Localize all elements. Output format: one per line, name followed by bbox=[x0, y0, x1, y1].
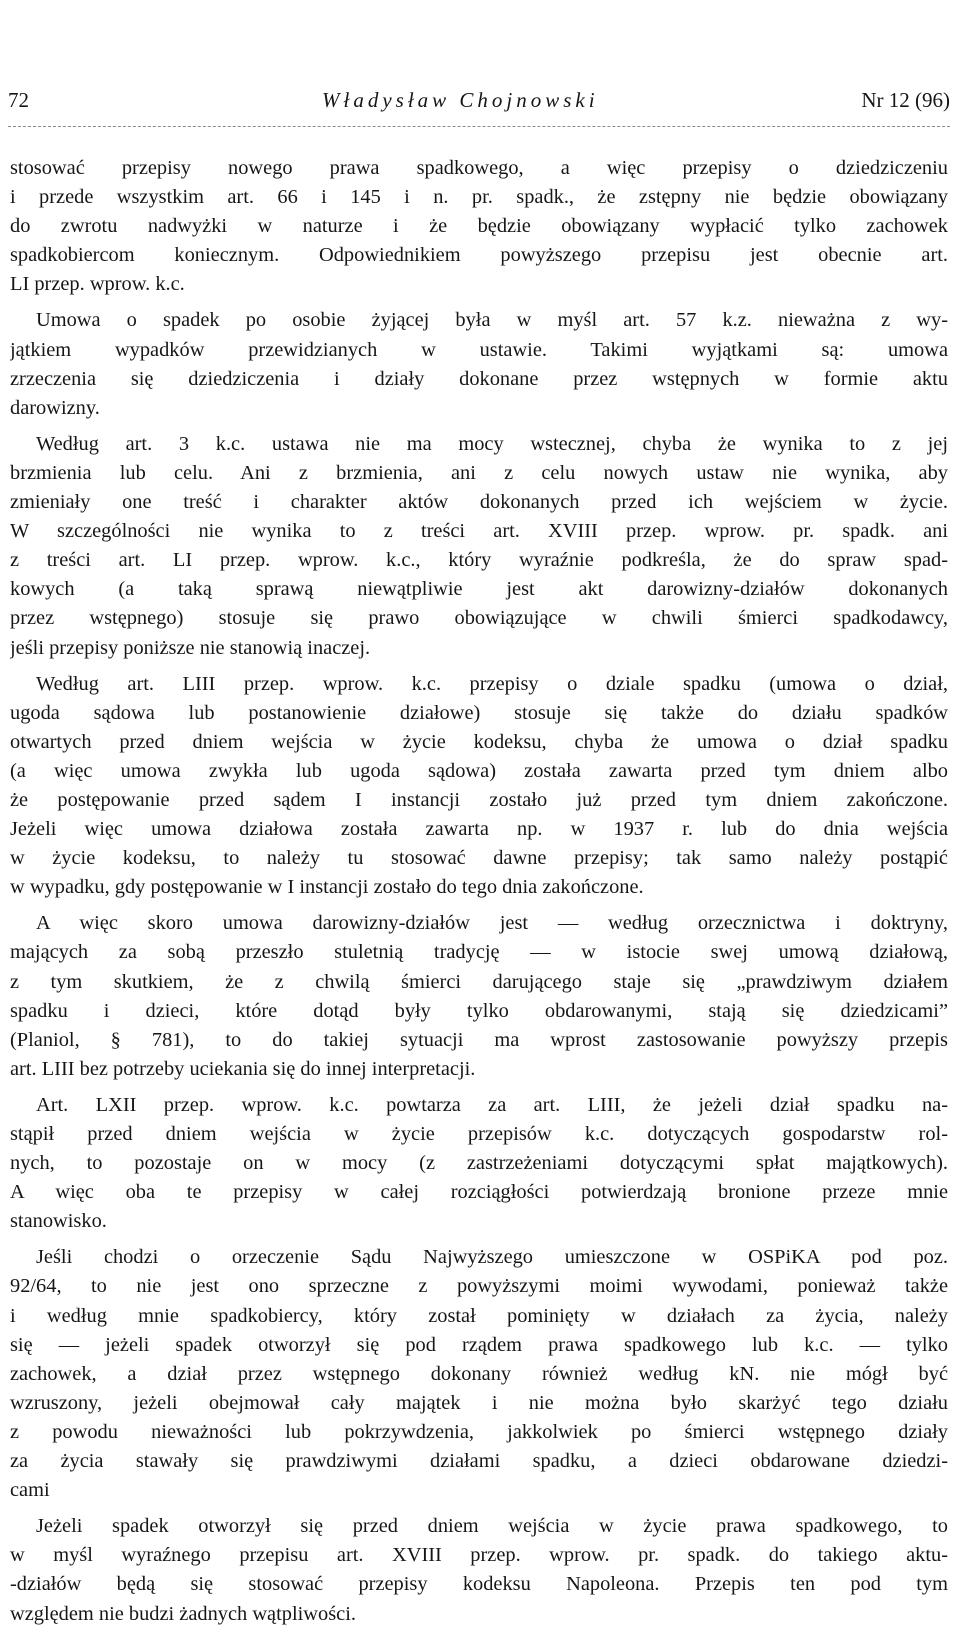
paragraph-first-line: Art. LXII przep. wprow. k.c. powtarza za art. LIII, że jeżeli dział spadku na- bbox=[36, 1093, 948, 1116]
paragraph-line: LI przep. wprow. k.c. bbox=[10, 273, 185, 296]
paragraph-line: kowych (a taką sprawą niewątpliwie jest akt darowizny-działów dokonanych bbox=[10, 578, 948, 601]
paragraph-line: (a więc umowa zwykła lub ugoda sądowa) została zawarta przed tym dniem albo bbox=[10, 759, 948, 782]
paragraph-line: z treści art. LI przep. wprow. k.c., który wyraźnie podkreśla, że do spraw spad- bbox=[10, 549, 948, 572]
paragraph-first-line: stosować przepisy nowego prawa spadkowego, a więc przepisy o dziedziczeniu bbox=[10, 157, 948, 179]
paragraph-line: zmieniały one treść i charakter aktów dokonanych przed ich wejściem w życie. bbox=[10, 491, 948, 514]
paragraph-line: w życie kodeksu, to należy tu stosować dawne przepisy; tak samo należy postąpić bbox=[10, 847, 948, 870]
paragraph-line: wzruszony, jeżeli obejmował cały majątek i nie można było skarżyć tego działu bbox=[10, 1391, 948, 1414]
paragraph-line: spadku i dzieci, które dotąd były tylko obdarowanymi, stają się dziedzicami” bbox=[10, 999, 948, 1022]
paragraph-line: się — jeżeli spadek otworzył się pod rządem prawa spadkowego lub k.c. — tylko bbox=[10, 1333, 948, 1356]
paragraph-line: w myśl wyraźnego przepisu art. XVIII przep. wprow. pr. spadk. do takiego aktu- bbox=[10, 1544, 948, 1567]
paragraph-line: -działów będą się stosować przepisy kodeksu Napoleona. Przepis ten pod tym bbox=[10, 1573, 948, 1596]
paragraph-line: A więc oba te przepisy w całej rozciągłości potwierdzają bronione przeze mnie bbox=[10, 1181, 948, 1204]
paragraph-first-line: Jeśli chodzi o orzeczenie Sądu Najwyższego umieszczone w OSPiKA pod poz. bbox=[36, 1246, 948, 1269]
paragraph-line: 92/64, to nie jest ono sprzeczne z powyższymi moimi wywodami, ponieważ także bbox=[10, 1275, 948, 1298]
paragraph-line: w wypadku, gdy postępowanie w I instancji zostało do tego dnia zakończone. bbox=[10, 876, 644, 899]
paragraph-first-line: A więc skoro umowa darowizny-działów jest — według orzecznictwa i doktryny, bbox=[36, 912, 948, 935]
paragraph-line: że postępowanie przed sądem I instancji zostało już przed tym dniem zakończone. bbox=[10, 788, 948, 811]
paragraph-line: otwartych przed dniem wejścia w życie kodeksu, chyba że umowa o dział spadku bbox=[10, 730, 948, 753]
running-header bbox=[8, 88, 952, 120]
paragraph-line: zachowek, a dział przez wstępnego dokonany również według kN. nie mógł być bbox=[10, 1362, 948, 1385]
header-rule bbox=[8, 126, 950, 127]
paragraph-line: przez wstępnego) stosuje się prawo obowiązujące w chwili śmierci spadkodawcy, bbox=[10, 607, 948, 630]
paragraph-line: nych, to pozostaje on w mocy (z zastrzeżeniami dotyczącymi spłat majątkowych). bbox=[10, 1152, 948, 1175]
paragraph-line: względem nie budzi żadnych wątpliwości. bbox=[10, 1602, 356, 1625]
paragraph-first-line: Umowa o spadek po osobie żyjącej była w myśl art. 57 k.z. nieważna z wy- bbox=[36, 309, 948, 332]
paragraph-line: art. LIII bez potrzeby uciekania się do innej interpretacji. bbox=[10, 1057, 476, 1080]
paragraph-line: Jeżeli więc umowa działowa została zawarta np. w 1937 r. lub do dnia wejścia bbox=[10, 818, 948, 841]
paragraph-line: cami bbox=[10, 1479, 50, 1502]
paragraph-line: darowizny. bbox=[10, 396, 100, 419]
paragraph-line: do zwrotu nadwyżki w naturze i że będzie obowiązany wypłacić tylko zachowek bbox=[10, 215, 948, 238]
paragraph-line: i przede wszystkim art. 66 i 145 i n. pr. spadk., że zstępny nie będzie obowiązany bbox=[10, 186, 948, 209]
paragraph-first-line: Jeżeli spadek otworzył się przed dniem wejścia w życie prawa spadkowego, to bbox=[36, 1515, 948, 1538]
paragraph-line: za życia stawały się prawdziwymi działami spadku, a dzieci obdarowane dziedzi- bbox=[10, 1450, 948, 1473]
paragraph-line: i według mnie spadkobiercy, który został pominięty w działach za życia, należy bbox=[10, 1304, 948, 1327]
paragraph-line: stanowisko. bbox=[10, 1210, 107, 1233]
paragraph-line: jątkiem wypadków przewidzianych w ustawie. Takimi wyjątkami są: umowa bbox=[10, 338, 948, 361]
paragraph-line: z tym skutkiem, że z chwilą śmierci darującego staje się „prawdziwym działem bbox=[10, 970, 948, 993]
article-body bbox=[10, 154, 948, 1629]
paragraph-line: W szczególności nie wynika to z treści art. XVIII przep. wprow. pr. spadk. ani bbox=[10, 520, 948, 543]
paragraph-first-line: Według art. LIII przep. wprow. k.c. przepisy o dziale spadku (umowa o dział, bbox=[36, 672, 948, 695]
paragraph-line: ugoda sądowa lub postanowienie działowe) stosuje się także do działu spadków bbox=[10, 701, 948, 724]
paragraph-first-line: Według art. 3 k.c. ustawa nie ma mocy wstecznej, chyba że wynika to z jej bbox=[36, 432, 948, 455]
paragraph-line: spadkobiercom koniecznym. Odpowiednikiem powyższego przepisu jest obecnie art. bbox=[10, 244, 948, 267]
paragraph-line: brzmienia lub celu. Ani z brzmienia, ani z celu nowych ustaw nie wynika, aby bbox=[10, 461, 948, 484]
paragraph-line: zrzeczenia się dziedziczenia i działy dokonane przez wstępnych w formie aktu bbox=[10, 367, 948, 390]
paragraph-line: (Planiol, § 781), to do takiej sytuacji ma wprost zastosowanie powyższy przepis bbox=[10, 1028, 948, 1051]
paragraph-line: mających za sobą przeszło stuletnią tradycję — w istocie swej umową działową, bbox=[10, 941, 948, 964]
running-author: Władysław Chojnowski bbox=[322, 88, 599, 112]
paragraph-line: z powodu nieważności lub pokrzywdzenia, jakkolwiek po śmierci wstępnego działy bbox=[10, 1420, 948, 1443]
paragraph-line: jeśli przepisy poniższe nie stanowią inaczej. bbox=[10, 636, 371, 659]
issue-number: Nr 12 (96) bbox=[861, 88, 950, 112]
paragraph-line: stąpił przed dniem wejścia w życie przepisów k.c. dotyczących gospodarstw rol- bbox=[10, 1123, 948, 1145]
page-number: 72 bbox=[8, 88, 29, 112]
